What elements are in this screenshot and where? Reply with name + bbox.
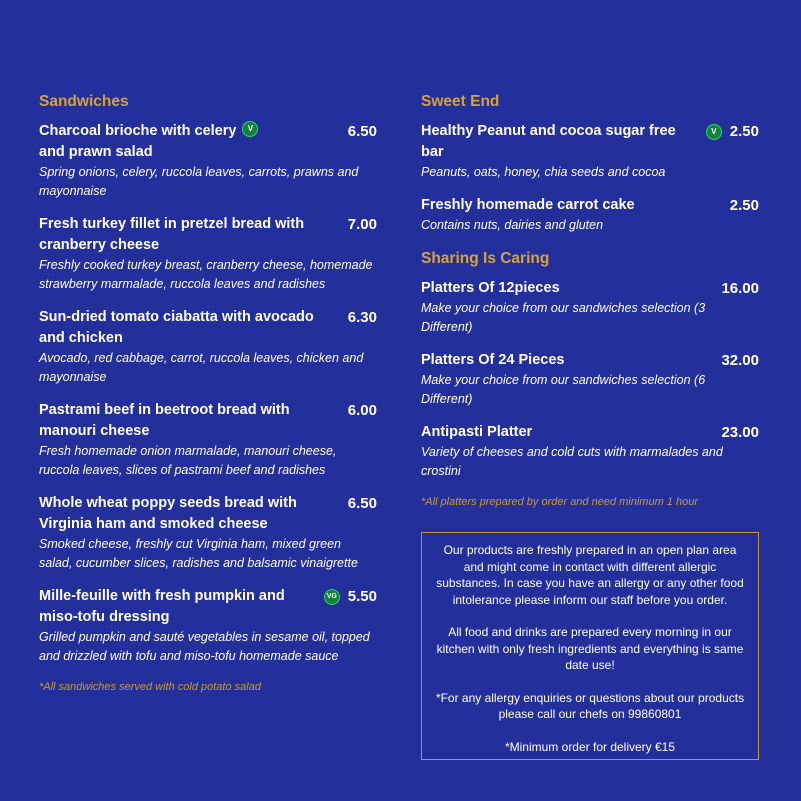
item-price: 5.50 (347, 588, 377, 605)
item-price: 6.30 (347, 309, 377, 326)
vegetarian-badge-icon: V (706, 124, 722, 140)
menu-item (421, 121, 759, 182)
allergy-notice-box (421, 532, 759, 760)
sandwiches-footnote: *All sandwiches served with cold potato salad (39, 681, 261, 693)
sharing-footnote: *All platters prepared by order and need minimum 1 hour (421, 496, 698, 508)
item-name: Pastrami beef in beetroot bread with manouri cheese (39, 402, 290, 439)
item-description: Fresh homemade onion marmalade, manouri cheese, ruccola leaves, slices of pastrami beef and radishes (39, 444, 337, 477)
item-name: Whole wheat poppy seeds bread with Virginia ham and smoked cheese (39, 495, 297, 532)
item-description: Freshly cooked turkey breast, cranberry cheese, homemade strawberry marmalade, ruccola leaves and radishes (39, 258, 373, 291)
menu-item (421, 195, 759, 235)
menu-item (39, 586, 377, 666)
menu-item (39, 214, 377, 294)
item-description: Smoked cheese, freshly cut Virginia ham, mixed green salad, cucumber slices, radishes and balsamic vinaigrette (39, 537, 358, 570)
item-name: Freshly homemade carrot cake (421, 197, 635, 213)
menu-item (421, 278, 759, 337)
menu-item (39, 400, 377, 480)
item-price: 7.00 (347, 216, 377, 233)
item-name: Charcoal brioche with celery (39, 123, 237, 139)
item-price: 16.00 (721, 280, 759, 297)
item-description: Make your choice from our sandwiches selection (6 Different) (421, 373, 706, 406)
item-price: 6.00 (347, 402, 377, 419)
section-title-sweet-end: Sweet End (421, 93, 500, 110)
item-price: 2.50 (729, 197, 759, 214)
menu-item (421, 350, 759, 409)
desserts-sharing-column (421, 92, 759, 510)
item-description: Peanuts, oats, honey, chia seeds and cocoa (421, 165, 666, 179)
item-name-continued: and prawn salad (39, 144, 153, 160)
item-name: Antipasti Platter (421, 424, 533, 440)
sandwiches-column (39, 92, 377, 695)
item-description: Spring onions, celery, ruccola leaves, carrots, prawns and mayonnaise (39, 165, 359, 198)
item-description: Variety of cheeses and cold cuts with marmalades and crostini (421, 445, 723, 478)
menu-item (39, 307, 377, 387)
item-price: 32.00 (721, 352, 759, 369)
item-price: 6.50 (347, 123, 377, 140)
item-name: Healthy Peanut and cocoa sugar free bar (421, 123, 676, 160)
menu-item (421, 422, 759, 481)
item-name: Sun-dried tomato ciabatta with avocado and chicken (39, 309, 314, 346)
menu-item (39, 493, 377, 573)
item-name: Mille-feuille with fresh pumpkin and miso-tofu dressing (39, 588, 285, 625)
vegan-badge-icon: VG (324, 589, 340, 605)
item-name: Fresh turkey fillet in pretzel bread with cranberry cheese (39, 216, 305, 253)
section-title-sandwiches: Sandwiches (39, 93, 129, 110)
item-price: 6.50 (347, 495, 377, 512)
item-description: Avocado, red cabbage, carrot, ruccola leaves, chicken and mayonnaise (39, 351, 364, 384)
section-title-sharing: Sharing Is Caring (421, 250, 550, 267)
item-price: 2.50 (729, 123, 759, 140)
item-description: Grilled pumpkin and sauté vegetables in sesame oil, topped and drizzled with tofu and miso-tofu homemade sauce (39, 630, 370, 663)
vegetarian-badge-icon: V (242, 121, 258, 137)
notice-contact: *For any allergy enquiries or questions about our products please call our chefs on 99860801 (435, 690, 745, 721)
notice-freshness: All food and drinks are prepared every morning in our kitchen with only fresh ingredients and everything is same date use! (436, 625, 744, 672)
item-price: 23.00 (721, 424, 759, 441)
notice-minimum-order: *Minimum order for delivery €15 (504, 739, 676, 754)
menu-item (39, 121, 377, 201)
item-description: Contains nuts, dairies and gluten (421, 218, 604, 232)
item-name: Platters Of 24 Pieces (421, 352, 565, 368)
item-description: Make your choice from our sandwiches selection (3 Different) (421, 301, 706, 334)
item-name: Platters Of 12pieces (421, 280, 560, 296)
notice-allergens: Our products are freshly prepared in an open plan area and might come in contact with different allergic substances. In case you have an allergy or any other food intolerance please inform our staff before you order. (436, 543, 744, 607)
